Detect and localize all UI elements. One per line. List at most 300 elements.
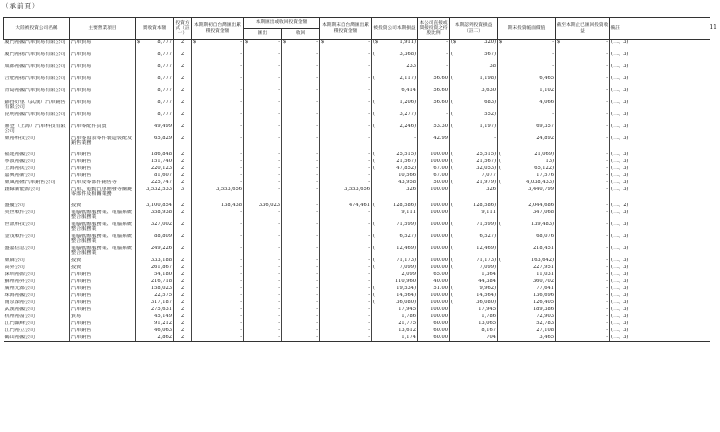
cell-inv-pl-value: 1,197): [479, 123, 497, 129]
cell-inv-pl-value: 1,198): [479, 75, 497, 81]
cell-note: [610, 180, 710, 187]
cell-inflow-value: -: [316, 202, 319, 208]
cell-pct: [418, 100, 450, 112]
cell-company: [4, 76, 70, 88]
cell-inflow: [282, 203, 320, 210]
cell-begin-cum: [192, 173, 244, 180]
cell-outflow: [244, 112, 282, 124]
cell-company-value: 東森公司: [4, 257, 25, 263]
cell-method-value: 2: [180, 179, 185, 185]
cell-inv-pl: [450, 314, 498, 321]
currency-prefix: $: [137, 39, 141, 45]
cell-repatriated: [556, 300, 610, 307]
cell-begin-cum: [192, 328, 244, 335]
cell-end-cum-value: -: [368, 320, 371, 326]
cell-repatriated: [556, 52, 610, 64]
cell-investee-pl: [372, 180, 418, 187]
cell-book-value-value: 347,068: [532, 209, 555, 215]
cell-company: [4, 321, 70, 328]
cell-begin-cum-value: -: [240, 51, 242, 57]
cell-company-value: 南京溧裕公司: [4, 299, 36, 305]
cell-book-value-value: 11,031: [536, 271, 555, 277]
header-inv-pl: 本期認列投資損益（註二）: [450, 18, 498, 40]
cell-business: [70, 64, 136, 76]
cell-capital: [136, 187, 174, 203]
cell-company: [4, 136, 70, 152]
cell-book-value: [498, 124, 556, 136]
cell-inflow: [282, 234, 320, 246]
cell-method: [174, 293, 192, 300]
cell-inflow: [282, 159, 320, 166]
cell-note: [610, 234, 710, 246]
table-row: [4, 124, 710, 136]
cell-business: [70, 265, 136, 272]
currency-prefix: (: [451, 264, 454, 270]
cell-repatriated-value: -: [606, 334, 609, 340]
cell-method-value: 2: [180, 151, 185, 157]
cell-repatriated-value: -: [606, 186, 609, 192]
cell-inflow-value: -: [316, 313, 319, 319]
cell-method: [174, 314, 192, 321]
cell-method: [174, 52, 192, 64]
cell-business: [70, 300, 136, 307]
cell-company: [4, 279, 70, 286]
cell-capital: [136, 210, 174, 222]
cell-repatriated-value: -: [606, 264, 609, 270]
cell-inv-pl: [450, 112, 498, 124]
cell-method: [174, 100, 192, 112]
cell-company: [4, 293, 70, 300]
currency-prefix: ($: [451, 39, 457, 45]
cell-inv-pl-value: 6,527): [479, 233, 497, 239]
cell-inv-pl-value: 32,053): [476, 165, 497, 171]
currency-prefix: $: [283, 39, 287, 45]
cell-capital: [136, 234, 174, 246]
cell-capital: [136, 88, 174, 100]
cell-capital: [136, 152, 174, 159]
cell-pct-value: -: [446, 63, 449, 69]
cell-outflow: [244, 246, 282, 258]
cell-begin-cum: [192, 180, 244, 187]
cell-book-value: [498, 210, 556, 222]
cell-begin-cum-value: -: [240, 99, 242, 105]
cell-inflow: [282, 100, 320, 112]
cell-method: [174, 88, 192, 100]
cell-capital-value: 8,777: [157, 63, 172, 69]
cell-pct: [418, 279, 450, 286]
cell-inflow: [282, 152, 320, 159]
cell-pct-value: 100.00: [430, 299, 449, 305]
cell-outflow: [244, 286, 282, 293]
cell-investee-pl-value: 1,911): [399, 39, 417, 45]
cell-capital: [136, 173, 174, 180]
cell-begin-cum: [192, 136, 244, 152]
cell-method-value: 2: [180, 165, 185, 171]
cell-business-value: 汽車零頂表零件製造裝配及銷售業務: [71, 135, 133, 147]
cell-end-cum-value: -: [368, 87, 371, 93]
cell-note-value: (二、3): [611, 264, 629, 270]
cell-company: [4, 187, 70, 203]
cell-company: [4, 152, 70, 159]
cell-inflow: [282, 88, 320, 100]
cell-note-value: (二、3): [611, 63, 629, 69]
cell-end-cum: [320, 159, 372, 166]
cell-end-cum-value: -: [368, 165, 371, 171]
header-note: 備註: [610, 18, 710, 40]
cell-repatriated-value: -: [606, 271, 609, 277]
cell-pct-value: 100.00: [430, 257, 449, 263]
cell-inv-pl-value: 3,630: [481, 87, 497, 93]
cell-outflow: [244, 159, 282, 166]
cell-begin-cum: [192, 64, 244, 76]
cell-end-cum-value: -: [368, 285, 371, 291]
cell-capital: [136, 124, 174, 136]
currency-prefix: (: [373, 257, 376, 263]
cell-pct: [418, 40, 450, 52]
cell-repatriated: [556, 152, 610, 159]
cell-pct-value: 100.00: [430, 292, 449, 298]
cell-note: [610, 76, 710, 88]
cell-inflow-value: -: [316, 151, 319, 157]
cell-company-value: 青島裕國汽車貿易有限公司: [4, 87, 66, 93]
cell-capital-value: 3,100,854: [146, 202, 172, 208]
cell-outflow-value: -: [278, 39, 280, 45]
cell-business-value: 汽車貿易: [71, 51, 92, 57]
cell-method-value: 2: [180, 313, 185, 319]
currency-prefix: (: [373, 151, 376, 157]
cell-pct: [418, 265, 450, 272]
cell-inv-pl-value: 683): [484, 99, 497, 105]
cell-inv-pl-value: 71,599): [476, 221, 497, 227]
cell-inflow-value: -: [316, 327, 319, 333]
cell-inflow-value: -: [316, 209, 319, 215]
table-row: [4, 166, 710, 173]
cell-note-value: (二、3): [611, 39, 629, 45]
cell-begin-cum: [192, 307, 244, 314]
cell-capital-value: 261,867: [150, 264, 172, 270]
cell-note-value: (二、3): [611, 257, 629, 263]
cell-pct-value: 51.00: [433, 285, 449, 291]
cell-investee-pl: [372, 52, 418, 64]
cell-outflow-value: -: [278, 264, 280, 270]
cell-capital: [136, 279, 174, 286]
currency-prefix: (: [499, 221, 502, 227]
cell-business-value: 投資: [71, 257, 82, 263]
cell-begin-cum-value: -: [240, 123, 242, 129]
cell-company-value: 錦得好車（武漢）汽車銷售有限公司: [4, 99, 66, 111]
currency-prefix: (: [451, 257, 454, 263]
cell-capital: [136, 180, 174, 187]
cell-outflow: [244, 173, 282, 180]
cell-inflow: [282, 293, 320, 300]
cell-capital: [136, 272, 174, 279]
cell-begin-cum: [192, 258, 244, 265]
currency-prefix: (: [451, 123, 454, 129]
cell-book-value-value: 3,440,799: [528, 186, 555, 192]
cell-investee-pl-value: -: [414, 135, 417, 141]
cell-capital: [136, 246, 174, 258]
cell-outflow: [244, 88, 282, 100]
currency-prefix: (: [499, 165, 502, 171]
table-row: [4, 64, 710, 76]
cell-company-value: 東風裕隆汽車銷售公司: [4, 179, 56, 185]
cell-method: [174, 136, 192, 152]
cell-repatriated-value: -: [606, 99, 609, 105]
cell-method: [174, 286, 192, 293]
cell-inflow-value: -: [316, 278, 319, 284]
cell-repatriated: [556, 293, 610, 300]
cell-outflow-value: -: [278, 151, 280, 157]
cell-note-value: (二、3): [611, 111, 629, 117]
cell-note: [610, 136, 710, 152]
currency-prefix: (: [451, 179, 454, 185]
cell-begin-cum: [192, 152, 244, 159]
cell-company: [4, 52, 70, 64]
cell-pct-value: 56.60: [433, 99, 449, 105]
cell-method: [174, 335, 192, 342]
cell-inv-pl: [450, 258, 498, 265]
cell-book-value-value: 163,642): [530, 257, 555, 263]
cell-capital: [136, 258, 174, 265]
cell-capital-value: 327,002: [150, 221, 172, 227]
cell-repatriated-value: -: [606, 151, 609, 157]
cell-method: [174, 246, 192, 258]
cell-method: [174, 166, 192, 173]
cell-book-value: [498, 112, 556, 124]
cell-begin-cum-value: -: [240, 111, 242, 117]
cell-book-value: [498, 258, 556, 265]
cell-pct-value: 100.00: [430, 186, 449, 192]
cell-business-value: 電腦軟體服務業、電腦系統整合服務業: [71, 233, 133, 245]
cell-book-value: [498, 100, 556, 112]
cell-method-value: 2: [180, 320, 185, 326]
cell-business-value: 汽車貿易: [71, 111, 92, 117]
cell-end-cum-value: -: [368, 327, 371, 333]
cell-company: [4, 246, 70, 258]
cell-repatriated-value: -: [606, 327, 609, 333]
cell-capital-value: 220,123: [150, 165, 172, 171]
investment-table: [3, 17, 710, 342]
cell-method-value: 2: [180, 209, 185, 215]
table-body: [4, 40, 710, 342]
cell-book-value-value: 17,576: [536, 172, 555, 178]
cell-book-value-value: 21,069): [534, 151, 555, 157]
currency-prefix: (: [451, 245, 454, 251]
cell-method: [174, 307, 192, 314]
cell-inflow-value: -: [316, 334, 319, 340]
cell-note: [610, 307, 710, 314]
cell-begin-cum: [192, 52, 244, 64]
cell-pct: [418, 234, 450, 246]
cell-note-value: (二、3): [611, 87, 629, 93]
cell-company-value: 上海裕民公司: [4, 165, 36, 171]
cell-begin-cum-value: -: [240, 299, 242, 305]
cell-method: [174, 187, 192, 203]
cell-book-value: [498, 314, 556, 321]
cell-method: [174, 203, 192, 210]
cell-end-cum-value: -: [368, 51, 371, 57]
cell-book-value-value: 68,076: [536, 233, 555, 239]
cell-business: [70, 328, 136, 335]
cell-investee-pl-value: 17,945: [398, 306, 417, 312]
cell-end-cum-value: -: [368, 135, 371, 141]
cell-company: [4, 314, 70, 321]
cell-book-value: [498, 173, 556, 180]
cell-begin-cum: [192, 300, 244, 307]
cell-pct: [418, 180, 450, 187]
cell-note: [610, 203, 710, 210]
cell-business: [70, 279, 136, 286]
cell-method-value: 2: [180, 278, 185, 284]
cell-begin-cum: [192, 210, 244, 222]
cell-begin-cum-value: -: [240, 209, 242, 215]
cell-investee-pl-value: 12,469): [396, 245, 417, 251]
cell-capital: [136, 286, 174, 293]
cell-inflow: [282, 222, 320, 234]
cell-begin-cum-value: 138,438: [220, 202, 242, 208]
cell-outflow-value: -: [278, 75, 280, 81]
cell-end-cum-value: -: [368, 179, 371, 185]
cell-inv-pl-value: 1,364: [481, 271, 497, 277]
table-row: [4, 265, 710, 272]
cell-repatriated-value: -: [606, 313, 609, 319]
cell-begin-cum-value: -: [240, 165, 242, 171]
cell-end-cum-value: -: [368, 151, 371, 157]
cell-repatriated-value: -: [606, 158, 609, 164]
cell-outflow: [244, 335, 282, 342]
cell-pct: [418, 52, 450, 64]
table-row: [4, 159, 710, 166]
cell-outflow: [244, 307, 282, 314]
cell-note-value: (二、3): [611, 327, 629, 333]
cell-inv-pl-value: 128,586): [472, 202, 497, 208]
cell-capital: [136, 335, 174, 342]
cell-outflow-value: -: [278, 99, 280, 105]
cell-repatriated-value: -: [606, 320, 609, 326]
cell-investee-pl: [372, 203, 418, 210]
cell-repatriated: [556, 307, 610, 314]
cell-capital-value: 3,532,533: [146, 186, 172, 192]
cell-inv-pl-value: 14,564): [476, 292, 497, 298]
cell-book-value: [498, 180, 556, 187]
cell-outflow: [244, 136, 282, 152]
cell-investee-pl: [372, 246, 418, 258]
cell-method-value: 2: [180, 327, 185, 333]
cell-begin-cum-value: -: [240, 39, 242, 45]
cell-inv-pl-value: 71,173): [476, 257, 497, 263]
cell-book-value: [498, 307, 556, 314]
cell-outflow: [244, 328, 282, 335]
cell-capital-value: 81,607: [154, 172, 172, 178]
cell-repatriated-value: -: [606, 245, 609, 251]
currency-prefix: (: [373, 75, 376, 81]
cell-inv-pl: [450, 279, 498, 286]
cell-pct: [418, 166, 450, 173]
cell-inflow-value: -: [316, 51, 319, 57]
cell-outflow-value: -: [278, 186, 280, 192]
cell-method: [174, 328, 192, 335]
cell-investee-pl-value: 19,534): [396, 285, 417, 291]
cell-pct: [418, 314, 450, 321]
cell-note: [610, 64, 710, 76]
cell-book-value: [498, 300, 556, 307]
cell-repatriated: [556, 40, 610, 52]
cell-company-value: 昆明裕國汽車貿易有限公司: [4, 111, 66, 117]
cell-begin-cum-value: -: [240, 63, 242, 69]
cell-note-value: (二、3): [611, 313, 629, 319]
cell-investee-pl-value: 47,852): [396, 165, 417, 171]
cell-outflow: [244, 293, 282, 300]
table-row: [4, 187, 710, 203]
cell-business-value: 汽車銷售: [71, 172, 92, 178]
cell-inv-pl: [450, 136, 498, 152]
currency-prefix: (: [373, 299, 376, 305]
cell-repatriated: [556, 112, 610, 124]
cell-end-cum-value: 474,461: [348, 202, 371, 208]
cell-end-cum: [320, 136, 372, 152]
cell-business-value: 汽車銷售: [71, 306, 92, 312]
cell-outflow-value: -: [278, 123, 280, 129]
cell-method: [174, 321, 192, 328]
cell-inflow: [282, 286, 320, 293]
cell-company-value: 廈門裕國汽車貿易有限公司: [4, 39, 66, 45]
cell-capital-value: 22,575: [154, 292, 172, 298]
table-row: [4, 258, 710, 265]
cell-outflow: [244, 100, 282, 112]
cell-method-value: 2: [180, 271, 185, 277]
cell-inflow-value: -: [316, 271, 319, 277]
currency-prefix: (: [499, 179, 502, 185]
cell-investee-pl: [372, 173, 418, 180]
cell-book-value-value: 3,465: [539, 334, 555, 340]
cell-outflow-value: -: [278, 209, 280, 215]
table-row: [4, 300, 710, 307]
cell-outflow: [244, 64, 282, 76]
table-row: [4, 222, 710, 234]
cell-inv-pl: [450, 76, 498, 88]
table-row: [4, 112, 710, 124]
cell-company-value: 杭州裕富公司: [4, 313, 36, 319]
cell-outflow-value: -: [278, 334, 280, 340]
cell-repatriated: [556, 234, 610, 246]
cell-inflow: [282, 258, 320, 265]
cell-investee-pl: [372, 100, 418, 112]
cell-company-value: 高昇公司: [4, 264, 25, 270]
cell-company: [4, 234, 70, 246]
cell-business-value: 汽車貿易: [71, 75, 92, 81]
cell-inv-pl-value: 1,786: [481, 313, 497, 319]
cell-business-value: 汽車銷售: [71, 327, 92, 333]
cell-pct: [418, 307, 450, 314]
cell-business: [70, 203, 136, 210]
cell-inflow: [282, 180, 320, 187]
cell-investee-pl-value: 3,368): [399, 51, 417, 57]
cell-method-value: 2: [180, 75, 185, 81]
cell-pct: [418, 258, 450, 265]
cell-investee-pl-value: 110,960: [394, 278, 417, 284]
cell-investee-pl-value: 71,173): [396, 257, 417, 263]
cell-company-value: 盛嘉信息公司: [4, 245, 36, 251]
cell-business-value: 電腦軟體服務業、電腦系統整合服務業: [71, 245, 133, 257]
cell-investee-pl-value: 9,111: [401, 209, 417, 215]
cell-inv-pl: [450, 246, 498, 258]
cell-company-value: 深圳裕源公司: [4, 271, 36, 277]
cell-book-value: [498, 328, 556, 335]
table-row: [4, 88, 710, 100]
cell-end-cum-value: -: [368, 111, 371, 117]
cell-inflow-value: -: [316, 179, 319, 185]
cell-book-value-value: -: [552, 51, 555, 57]
